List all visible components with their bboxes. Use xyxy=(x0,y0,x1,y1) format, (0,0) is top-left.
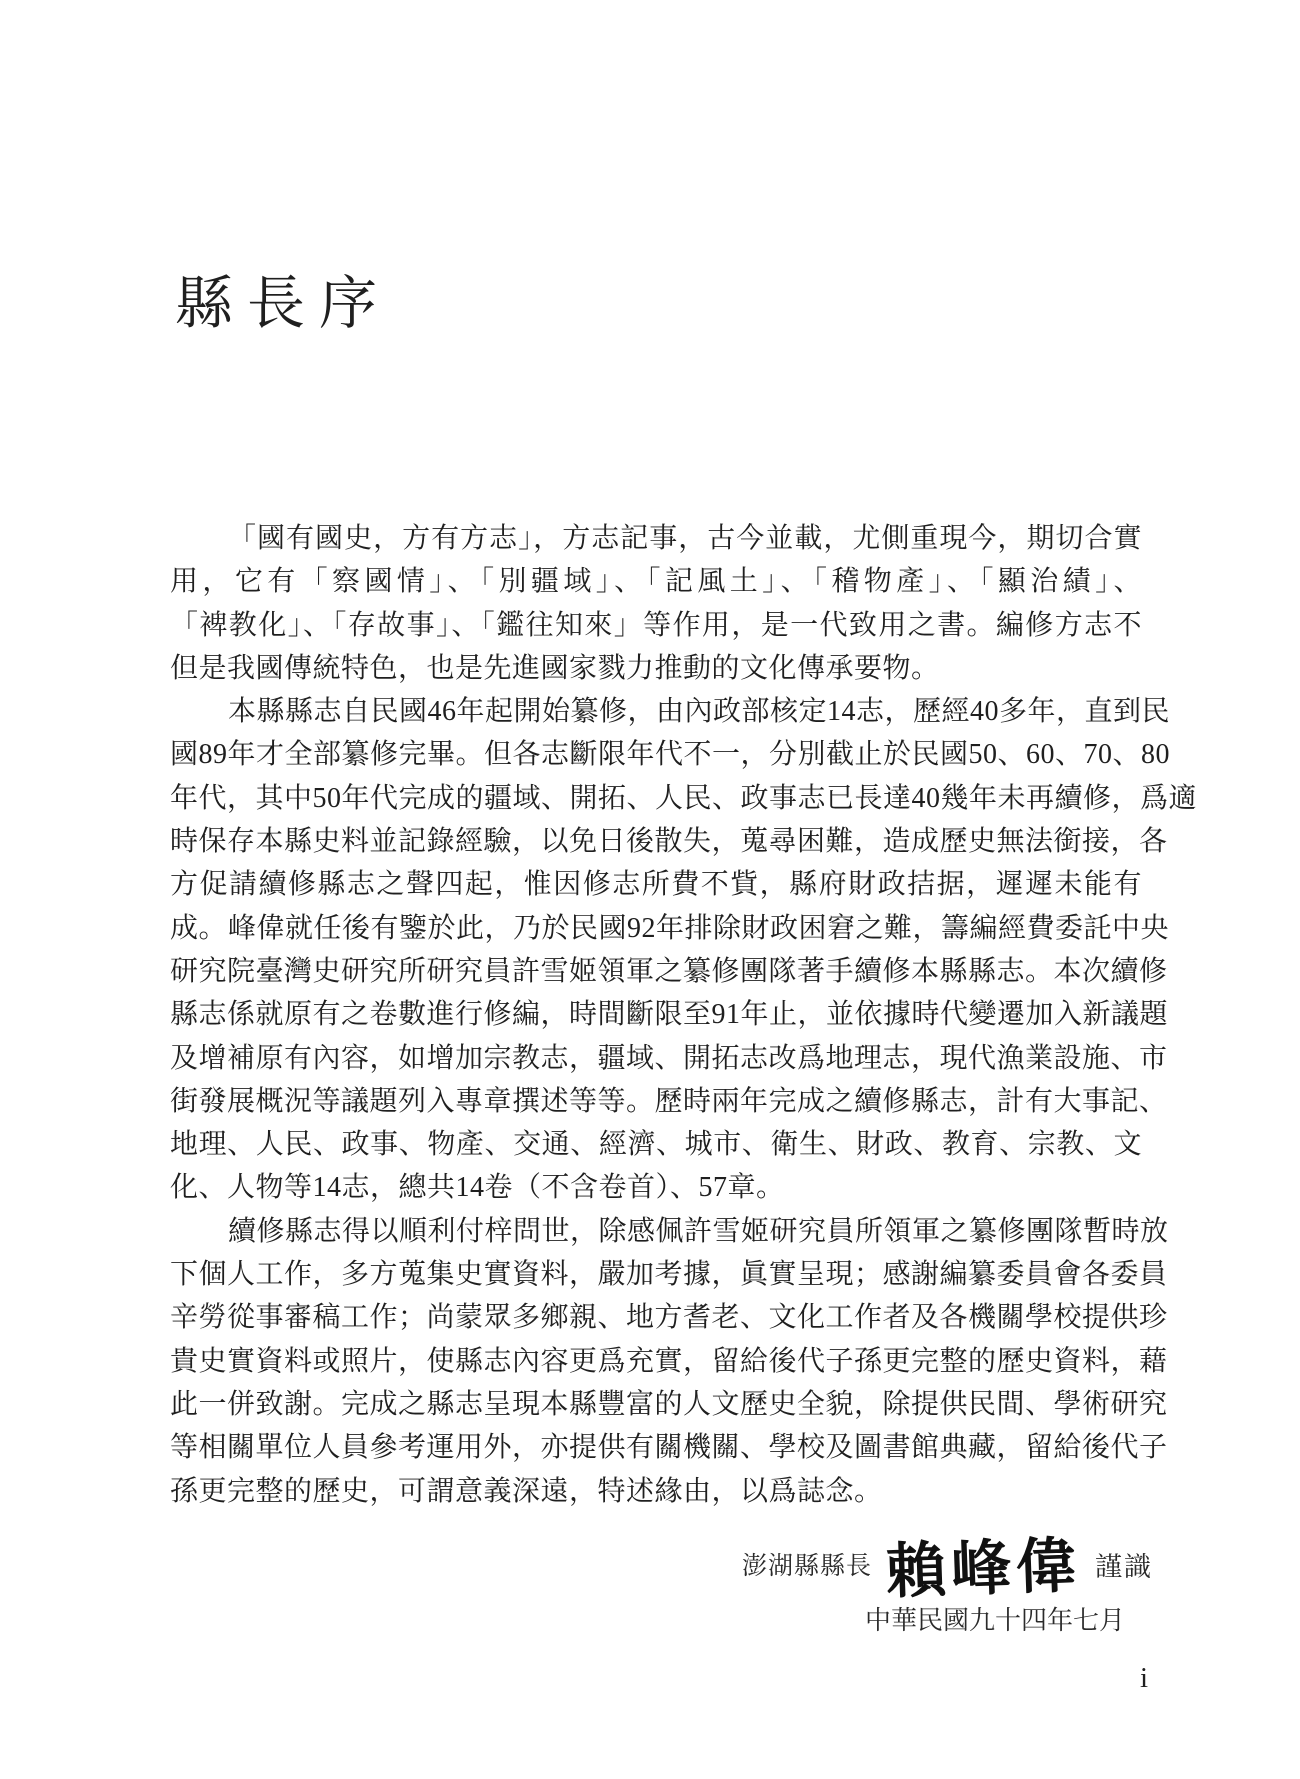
paragraph xyxy=(170,517,1142,690)
signature-block xyxy=(742,1521,1153,1607)
body-line: 方促請續修縣志之聲四起，惟因修志所費不貲，縣府財政拮据，遲遲未能有成。 xyxy=(170,869,1142,944)
signature-handwritten-name: 賴峰偉 xyxy=(885,1532,1083,1606)
body-line: 但是我國傳統特色，也是先進國家戮力推動的文化傳承要物。 xyxy=(170,652,940,684)
body-line: 街發展概況等議題列入專章撰述等等。歷時兩年完成之續修縣志，計有大事記、 xyxy=(170,1085,1168,1117)
signature-suffix: 謹識 xyxy=(1095,1551,1153,1582)
body-line: 「裨教化」、「存故事」、「鑑往知來」等作用，是一代致用之書。編修方志不 xyxy=(170,609,1142,641)
body-line: 貴史實資料或照片，使縣志內容更爲充實，留給後代子孫更完整的歷史資料，藉 xyxy=(170,1345,1168,1377)
body-line: 下個人工作，多方蒐集史實資料，嚴加考據，眞實呈現；感謝編纂委員會各委員 xyxy=(170,1259,1168,1291)
body-line: 化、人物等14志，總共14卷（不含卷首）、57章。 xyxy=(170,1172,785,1204)
body-line: 峰偉就任後有鑒於此，乃於民國92年排除財政困窘之難，籌編經費委託中央 xyxy=(228,912,1170,944)
paragraph xyxy=(170,907,1170,1210)
body-line: 「國有國史，方有方志」，方志記事，古今並載，尤側重現今，期切合實 xyxy=(228,523,1142,554)
body-line: 辛勞從事審稿工作；尚蒙眾多鄉親、地方耆老、文化工作者及各機關學校提供珍 xyxy=(170,1302,1168,1334)
signature-date: 中華民國九十四年七月 xyxy=(864,1605,1125,1635)
body-line: 時保存本縣史料並記錄經驗，以免日後散失，蒐尋困難，造成歷史無法銜接，各 xyxy=(170,826,1168,858)
paragraph xyxy=(170,1210,1169,1513)
body-line: 本縣縣志自民國46年起開始纂修，由內政部核定14志，歷經40多年，直到民 xyxy=(228,696,1171,728)
body-line: 地理、人民、政事、物產、交通、經濟、城市、衛生、財政、教育、宗教、文 xyxy=(170,1129,1142,1161)
signature-title-label: 澎湖縣縣長 xyxy=(741,1552,872,1580)
page-title: 縣長序 xyxy=(175,271,392,336)
body-line: 此一併致謝。完成之縣志呈現本縣豐富的人文歷史全貌，除提供民間、學術研究 xyxy=(170,1388,1168,1420)
page-number: i xyxy=(1140,1662,1149,1694)
body-line: 等相關單位人員參考運用外，亦提供有關機關、學校及圖書館典藏，留給後代子 xyxy=(170,1432,1168,1464)
body-line: 縣志係就原有之卷數進行修編，時間斷限至91年止，並依據時代變遷加入新議題 xyxy=(170,999,1169,1031)
body-line: 及增補原有內容，如增加宗教志，疆域、開拓志改爲地理志，現代漁業設施、市 xyxy=(170,1042,1168,1074)
body-line: 國89年才全部纂修完畢。但各志斷限年代不一，分別截止於民國50、60、70、80 xyxy=(170,739,1171,771)
preface-body xyxy=(170,517,1198,1513)
body-line: 用，它有「察國情」、「別疆域」、「記風土」、「稽物產」、「顯治績」、 xyxy=(170,566,1142,598)
body-line: 年代，其中50年代完成的疆域、開拓、人民、政事志已長達40幾年未再續修，爲適 xyxy=(170,782,1198,814)
body-line: 孫更完整的歷史，可謂意義深遠，特述緣由，以爲誌念。 xyxy=(170,1475,883,1507)
body-line: 研究院臺灣史研究所研究員許雪姬領軍之纂修團隊著手續修本縣縣志。本次續修 xyxy=(170,955,1168,987)
body-line: 續修縣志得以順利付梓問世，除感佩許雪姬研究員所領軍之纂修團隊暫時放 xyxy=(228,1215,1169,1247)
